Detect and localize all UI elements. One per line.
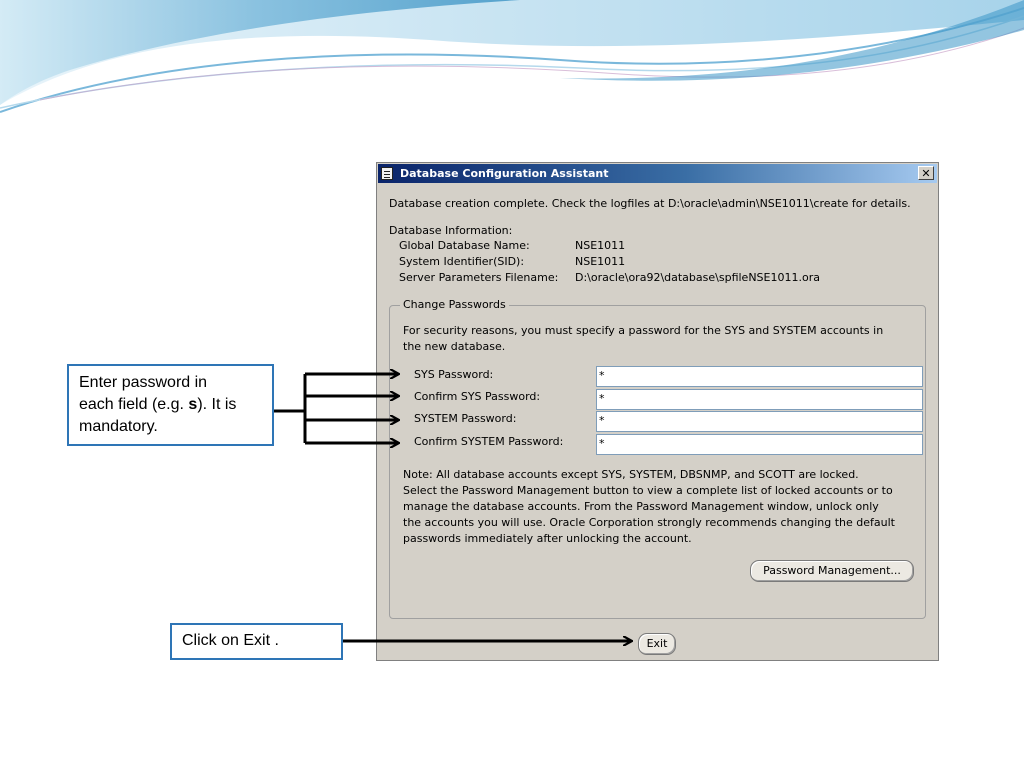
dbca-dialog [376, 162, 939, 661]
note-line: manage the database accounts. From the Password Management window, unlock only [403, 500, 879, 513]
confirm-sys-password-input[interactable]: * [596, 389, 923, 410]
confirm-sys-password-label: Confirm SYS Password: [414, 390, 541, 403]
exit-button[interactable]: Exit [638, 633, 676, 655]
info-label: Server Parameters Filename: [399, 271, 559, 284]
password-intro: the new database. [403, 340, 506, 353]
password-callout [67, 364, 274, 446]
info-label: System Identifier(SID): [399, 255, 525, 268]
note-line: the accounts you will use. Oracle Corporation strongly recommends changing the default [403, 516, 895, 529]
note-line: Note: All database accounts except SYS, SYSTEM, DBSNMP, and SCOTT are locked. [403, 468, 859, 481]
exit-callout: Click on Exit . [170, 623, 343, 660]
group-title: Change Passwords [400, 298, 509, 311]
confirm-system-password-input[interactable]: * [596, 434, 923, 455]
system-password-label: SYSTEM Password: [414, 412, 517, 425]
dialog-title: Database Configuration Assistant [400, 167, 609, 180]
password-intro: For security reasons, you must specify a password for the SYS and SYSTEM accounts in [403, 324, 884, 337]
callout-line: Enter password in [79, 374, 208, 391]
app-icon [381, 167, 393, 180]
callout-line: each field (e.g. s). It is [79, 396, 237, 413]
note-line: Select the Password Management button to view a complete list of locked accounts or to [403, 484, 893, 497]
dialog-titlebar[interactable] [378, 164, 937, 183]
change-passwords-group [389, 298, 926, 619]
confirm-system-password-label: Confirm SYSTEM Password: [414, 435, 564, 448]
password-management-button[interactable]: Password Management... [750, 560, 914, 582]
info-value: NSE1011 [575, 255, 626, 268]
info-heading: Database Information: [389, 224, 513, 237]
sys-password-label: SYS Password: [414, 368, 494, 381]
callout-line: mandatory. [79, 418, 158, 435]
info-value: NSE1011 [575, 239, 626, 252]
note-line: passwords immediately after unlocking the account. [403, 532, 692, 545]
info-value: D:\oracle\ora92\database\spfileNSE1011.ora [575, 271, 820, 284]
completion-message: Database creation complete. Check the logfiles at D:\oracle\admin\NSE1011\create for details. [389, 197, 911, 210]
system-password-input[interactable]: * [596, 411, 923, 432]
close-button[interactable]: ✕ [918, 166, 934, 180]
info-label: Global Database Name: [399, 239, 530, 252]
sys-password-input[interactable]: * [596, 366, 923, 387]
